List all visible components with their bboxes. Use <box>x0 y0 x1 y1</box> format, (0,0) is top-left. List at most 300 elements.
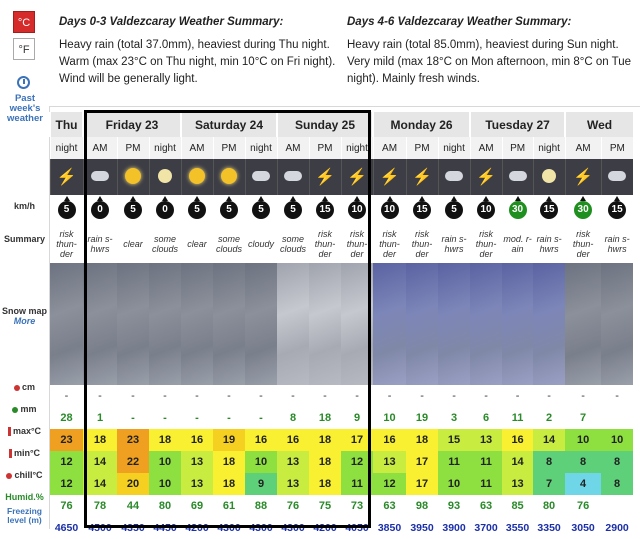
sun-cloud-icon <box>189 168 205 184</box>
summary-text: der <box>479 249 493 259</box>
raindrop-icon <box>12 407 18 413</box>
snow-map-image[interactable] <box>565 263 601 385</box>
max-temp-cell: 16 <box>181 429 213 451</box>
min-label: min°C <box>13 448 41 458</box>
snow-map-image[interactable] <box>533 263 565 385</box>
max-temp-cell: 13 <box>470 429 502 451</box>
wind-row-label: km/h <box>13 201 35 211</box>
wind-speed-icon: 5 <box>124 201 142 219</box>
snow-map-cell <box>117 263 149 385</box>
wind-cell <box>50 195 83 225</box>
wind-cell <box>117 195 149 225</box>
rain-mm-cell: 1 <box>83 407 117 429</box>
wind-speed-icon: 15 <box>608 201 626 219</box>
freezing-level-cell: 4450 <box>149 517 181 539</box>
clock-icon[interactable] <box>17 76 30 89</box>
max-temp-cell: 16 <box>502 429 533 451</box>
summary-cell <box>309 225 341 263</box>
period-label: night <box>149 137 181 159</box>
max-temp-cell: 14 <box>533 429 565 451</box>
summary-cell <box>438 225 470 263</box>
rain-mm-cell: - <box>181 407 213 429</box>
wind-cell <box>309 195 341 225</box>
summary-text: clouds <box>151 244 178 254</box>
summary-cell <box>373 225 406 263</box>
min-temp-row-label <box>0 448 49 458</box>
period-label: night <box>533 137 565 159</box>
chill-row <box>50 473 633 495</box>
max-temp-cell: 23 <box>117 429 149 451</box>
summary-cell <box>50 225 83 263</box>
wind-cell <box>245 195 277 225</box>
freezing-level-cell: 3350 <box>533 517 565 539</box>
freezing-level-cell: 4200 <box>309 517 341 539</box>
summary-text: thun- <box>346 239 368 249</box>
summary-text: rain s- <box>87 234 113 244</box>
humidity-cell: 75 <box>309 495 341 517</box>
rain-mm-cell: 3 <box>438 407 470 429</box>
summary-text: risk <box>415 229 430 239</box>
wind-speed-icon: 5 <box>252 201 270 219</box>
max-temp-cell: 19 <box>213 429 245 451</box>
celsius-button[interactable]: °C <box>13 11 35 33</box>
day-header: Wed <box>565 112 633 137</box>
snow-map-image[interactable] <box>245 263 277 385</box>
wind-cell <box>181 195 213 225</box>
snow-map-cell <box>341 263 373 385</box>
snow-cm-cell: - <box>341 385 373 407</box>
snow-map-cell <box>277 263 309 385</box>
fahrenheit-button[interactable]: °F <box>13 38 35 60</box>
chill-temp-cell: 13 <box>181 473 213 495</box>
chill-temp-cell: 12 <box>50 473 83 495</box>
freezing-level-cell: 2900 <box>601 517 633 539</box>
period-label: PM <box>406 137 438 159</box>
snow-map-image[interactable] <box>181 263 213 385</box>
period-label: AM <box>83 137 117 159</box>
wind-cell <box>502 195 533 225</box>
snow-cm-cell: - <box>406 385 438 407</box>
rain-mm-cell: 10 <box>373 407 406 429</box>
summary-cell <box>117 225 149 263</box>
snow-map-row <box>50 263 633 385</box>
max-temp-cell: 18 <box>406 429 438 451</box>
weather-icon-cell <box>117 159 149 195</box>
chill-temp-cell: 18 <box>309 473 341 495</box>
snow-map-cell <box>149 263 181 385</box>
summary-text: clouds <box>280 244 307 254</box>
period-label: PM <box>117 137 149 159</box>
freezing-level-cell: 3850 <box>373 517 406 539</box>
summary-text: risk <box>350 229 365 239</box>
wind-speed-icon: 15 <box>413 201 431 219</box>
moon-cloud-icon <box>158 169 172 183</box>
moon-rain-icon <box>542 169 556 183</box>
snow-cm-row <box>50 385 633 407</box>
summary-cell <box>601 225 633 263</box>
summary-cell <box>502 225 533 263</box>
summary-cell <box>470 225 502 263</box>
summary-text: ain <box>511 244 524 254</box>
weather-icon-cell <box>470 159 502 195</box>
freezing-level-cell: 4650 <box>50 517 83 539</box>
cm-label: cm <box>21 382 35 392</box>
snow-cm-cell: - <box>438 385 470 407</box>
period-label: PM <box>213 137 245 159</box>
snow-map-image[interactable] <box>406 263 438 385</box>
wind-speed-icon: 15 <box>316 201 334 219</box>
rain-mm-cell: 8 <box>277 407 309 429</box>
snow-map-label: Snow map <box>1 306 47 316</box>
rain-mm-cell: 19 <box>406 407 438 429</box>
summary-text: clear <box>187 239 207 249</box>
freezing-level-cell: 4300 <box>277 517 309 539</box>
summary-cell <box>245 225 277 263</box>
thunderstorm-icon: ⚡ <box>379 169 400 186</box>
summary-row-label: Summary <box>3 234 46 244</box>
chill-temp-cell: 13 <box>277 473 309 495</box>
wind-cell <box>83 195 117 225</box>
summary-text: cloudy <box>248 239 275 249</box>
summary-text: rain s- <box>604 234 630 244</box>
min-temp-cell: 13 <box>373 451 406 473</box>
period-label: night <box>341 137 373 159</box>
snow-cm-cell: - <box>470 385 502 407</box>
weather-icon-cell <box>565 159 601 195</box>
humidity-row <box>50 495 633 517</box>
min-temp-cell: 11 <box>470 451 502 473</box>
humidity-cell <box>601 495 633 517</box>
wind-speed-icon: 10 <box>348 201 366 219</box>
min-temp-cell: 14 <box>502 451 533 473</box>
freezing-level-cell: 4200 <box>181 517 213 539</box>
weather-icon-cell <box>213 159 245 195</box>
rain-mm-cell <box>601 407 633 429</box>
snow-map-image[interactable] <box>50 263 83 385</box>
rain-cloud-icon <box>608 171 626 181</box>
min-temp-cell: 11 <box>438 451 470 473</box>
period-label: AM <box>277 137 309 159</box>
humidity-cell: 63 <box>470 495 502 517</box>
summary-text: clouds <box>215 244 242 254</box>
period-label: PM <box>309 137 341 159</box>
chill-temp-cell: 7 <box>533 473 565 495</box>
humidity-cell: 93 <box>438 495 470 517</box>
snow-map-cell <box>373 263 406 385</box>
snow-cm-cell: - <box>213 385 245 407</box>
summary-text: der <box>415 249 429 259</box>
min-temp-cell: 13 <box>277 451 309 473</box>
freezing-level-cell: 3550 <box>502 517 533 539</box>
freezing-level-cell: 4300 <box>245 517 277 539</box>
day-header: Monday 26 <box>373 112 470 137</box>
min-temp-cell: 8 <box>565 451 601 473</box>
day-header: Tuesday 27 <box>470 112 565 137</box>
humidity-cell: 76 <box>565 495 601 517</box>
day-header: Thu <box>50 112 83 137</box>
min-temp-cell: 12 <box>341 451 373 473</box>
weather-icon-cell <box>149 159 181 195</box>
summary-text: thun- <box>475 239 497 249</box>
summary-text: risk <box>576 229 591 239</box>
wind-speed-icon: 5 <box>188 201 206 219</box>
chill-label: chill°C <box>14 470 43 480</box>
summary-cell <box>565 225 601 263</box>
max-temp-row-label <box>0 426 49 436</box>
summary-cell <box>341 225 373 263</box>
max-temp-cell: 17 <box>341 429 373 451</box>
snow-cm-cell: - <box>149 385 181 407</box>
freezing-level-row <box>50 517 633 539</box>
thunderstorm-icon: ⚡ <box>315 169 335 186</box>
snow-map-row-label <box>0 306 49 326</box>
thermometer-icon <box>8 427 11 436</box>
thunderstorm-icon: ⚡ <box>347 169 367 186</box>
cloud-icon <box>252 171 270 181</box>
weather-icon-cell <box>341 159 373 195</box>
snow-cm-cell: - <box>601 385 633 407</box>
period-label: AM <box>181 137 213 159</box>
freezing-level-cell: 4500 <box>83 517 117 539</box>
wind-cell <box>277 195 309 225</box>
snow-map-cell <box>245 263 277 385</box>
summary-text: der <box>576 249 590 259</box>
snow-map-image[interactable] <box>502 263 533 385</box>
wind-speed-icon: 0 <box>156 201 174 219</box>
snow-cm-cell: - <box>565 385 601 407</box>
weather-icon-cell <box>181 159 213 195</box>
min-temp-cell: 18 <box>213 451 245 473</box>
humidity-cell: 98 <box>406 495 438 517</box>
more-link[interactable]: More <box>13 316 36 326</box>
snow-map-image[interactable] <box>83 263 117 385</box>
snow-map-cell <box>213 263 245 385</box>
snow-map-image[interactable] <box>277 263 309 385</box>
freezing-level-cell: 3700 <box>470 517 502 539</box>
summary-text: rain s- <box>441 234 467 244</box>
thunderstorm-icon: ⚡ <box>573 169 594 186</box>
summary-text: thun- <box>379 239 400 249</box>
weather-icon-cell <box>277 159 309 195</box>
rain-mm-cell: 2 <box>533 407 565 429</box>
min-temp-cell: 8 <box>533 451 565 473</box>
wind-cell <box>565 195 601 225</box>
weather-summary-panel <box>49 0 640 107</box>
period-label: AM <box>565 137 601 159</box>
max-temp-cell: 18 <box>309 429 341 451</box>
summary-cell <box>83 225 117 263</box>
chill-temp-cell: 8 <box>601 473 633 495</box>
wind-speed-icon: 30 <box>574 201 592 219</box>
thunderstorm-icon: ⚡ <box>56 169 77 186</box>
day-header: Saturday 24 <box>181 112 277 137</box>
min-temp-cell: 12 <box>50 451 83 473</box>
rain-mm-cell: 18 <box>309 407 341 429</box>
summary-text: thun- <box>56 239 77 249</box>
humidity-cell: 76 <box>277 495 309 517</box>
summary-line: night). Mainly fresh winds. <box>347 73 480 85</box>
period-label: night <box>438 137 470 159</box>
max-temp-cell: 10 <box>601 429 633 451</box>
rain-mm-row-label <box>0 404 49 414</box>
wind-cell <box>533 195 565 225</box>
max-temp-cell: 18 <box>83 429 117 451</box>
weather-icon-cell <box>83 159 117 195</box>
snowflake-icon <box>14 385 20 391</box>
weather-icon-cell <box>50 159 83 195</box>
max-temp-cell: 18 <box>149 429 181 451</box>
period-label: AM <box>470 137 502 159</box>
snow-map-image[interactable] <box>470 263 502 385</box>
rain-cloud-icon <box>91 171 109 181</box>
snow-map-cell <box>309 263 341 385</box>
snow-map-cell <box>406 263 438 385</box>
cloud-icon <box>509 171 527 181</box>
max-temp-cell: 10 <box>565 429 601 451</box>
day-header-row <box>50 112 633 137</box>
period-label: AM <box>373 137 406 159</box>
wind-speed-icon: 15 <box>540 201 558 219</box>
snow-map-image[interactable] <box>213 263 245 385</box>
chill-row-label <box>0 470 49 480</box>
summary-cell <box>213 225 245 263</box>
min-temp-cell: 10 <box>245 451 277 473</box>
snow-map-image[interactable] <box>601 263 633 385</box>
rain-mm-cell: 9 <box>341 407 373 429</box>
snow-map-cell <box>502 263 533 385</box>
forecast-table <box>49 112 633 539</box>
wind-cell <box>601 195 633 225</box>
humidity-cell: 80 <box>533 495 565 517</box>
chill-temp-cell: 14 <box>83 473 117 495</box>
snow-cm-cell: - <box>117 385 149 407</box>
chill-temp-cell: 10 <box>149 473 181 495</box>
summary-text: some <box>153 234 176 244</box>
weather-icon-cell <box>502 159 533 195</box>
summary-text: der <box>383 249 397 259</box>
max-temp-cell: 16 <box>277 429 309 451</box>
sun-icon <box>125 168 141 184</box>
chill-icon <box>6 473 12 479</box>
rain-mm-cell: 6 <box>470 407 502 429</box>
weather-icon-cell <box>373 159 406 195</box>
snow-map-image[interactable] <box>341 263 373 385</box>
summary-text: risk <box>382 229 397 239</box>
min-temp-cell: 13 <box>181 451 213 473</box>
humidity-cell: 76 <box>50 495 83 517</box>
humidity-cell: 78 <box>83 495 117 517</box>
weather-icon-cell <box>601 159 633 195</box>
summary-line: Heavy rain (total 85.0mm), heaviest during Sun night. <box>347 39 619 51</box>
snow-cm-row-label <box>0 382 49 392</box>
summary-text: thun- <box>314 239 336 249</box>
wind-speed-icon: 5 <box>220 201 238 219</box>
snow-map-cell <box>533 263 565 385</box>
freezing-level-cell: 3050 <box>565 517 601 539</box>
snow-map-image[interactable] <box>149 263 181 385</box>
mm-label: mm <box>20 404 37 414</box>
chill-temp-cell: 17 <box>406 473 438 495</box>
humidity-cell: 44 <box>117 495 149 517</box>
max-temp-cell: 16 <box>245 429 277 451</box>
snow-cm-cell: - <box>533 385 565 407</box>
snow-map-image[interactable] <box>438 263 470 385</box>
thunderstorm-icon: ⚡ <box>412 169 432 186</box>
weather-icon-row <box>50 159 633 195</box>
wind-row <box>50 195 633 225</box>
rain-mm-cell: - <box>117 407 149 429</box>
summary-line: Very mild (max 18°C on Mon afternoon, min 8°C on Tue <box>347 56 632 68</box>
humidity-cell: 63 <box>373 495 406 517</box>
rain-mm-row <box>50 407 633 429</box>
snow-cm-cell: - <box>83 385 117 407</box>
min-temp-cell: 18 <box>309 451 341 473</box>
summary-text: hwrs <box>444 244 464 254</box>
snow-map-cell <box>181 263 213 385</box>
summary-text: some <box>217 234 240 244</box>
min-temp-cell: 10 <box>149 451 181 473</box>
snow-map-cell <box>438 263 470 385</box>
chill-temp-cell: 11 <box>341 473 373 495</box>
summary-line: Warm (max 23°C on Thu night, min 10°C on Fri night). <box>59 56 336 68</box>
rain-mm-cell: 28 <box>50 407 83 429</box>
humidity-cell: 73 <box>341 495 373 517</box>
summary-line: Heavy rain (total 37.0mm), heaviest during Thu night. <box>59 39 330 51</box>
weather-icon-cell <box>245 159 277 195</box>
summary-text: thun- <box>572 239 594 249</box>
summary-cell <box>533 225 565 263</box>
snow-map-image[interactable] <box>309 263 341 385</box>
wind-cell <box>438 195 470 225</box>
summary-text: risk <box>318 229 333 239</box>
wind-cell <box>406 195 438 225</box>
snow-cm-cell: - <box>245 385 277 407</box>
max-temp-cell: 15 <box>438 429 470 451</box>
wind-cell <box>213 195 245 225</box>
summary-title-right: Days 4-6 Valdezcaray Weather Summary: <box>347 16 572 28</box>
freezing-level-cell: 4300 <box>213 517 245 539</box>
past-weather-link[interactable]: Past week's weather <box>7 93 43 124</box>
chill-temp-cell: 9 <box>245 473 277 495</box>
summary-title-left: Days 0-3 Valdezcaray Weather Summary: <box>59 16 284 28</box>
summary-text: hwrs <box>539 244 559 254</box>
snow-cm-cell: - <box>277 385 309 407</box>
wind-speed-icon: 0 <box>91 201 109 219</box>
max-temp-cell: 16 <box>373 429 406 451</box>
min-temp-cell: 22 <box>117 451 149 473</box>
summary-days-0-3 <box>59 14 349 88</box>
summary-text: der <box>59 249 73 259</box>
snow-cm-cell: - <box>502 385 533 407</box>
freezing-level-cell: 3950 <box>406 517 438 539</box>
snow-map-cell <box>50 263 83 385</box>
summary-line: Wind will be generally light. <box>59 73 198 85</box>
humidity-cell: 69 <box>181 495 213 517</box>
snow-map-image[interactable] <box>117 263 149 385</box>
snow-map-image[interactable] <box>373 263 406 385</box>
humidity-cell: 85 <box>502 495 533 517</box>
day-header: Sunday 25 <box>277 112 373 137</box>
rain-cloud-icon <box>445 171 463 181</box>
wind-speed-icon: 5 <box>445 201 463 219</box>
period-label: night <box>50 137 83 159</box>
period-label: PM <box>601 137 633 159</box>
max-temp-cell: 23 <box>50 429 83 451</box>
summary-text: some <box>282 234 305 244</box>
min-temp-cell: 8 <box>601 451 633 473</box>
rain-mm-cell: - <box>149 407 181 429</box>
wind-speed-icon: 30 <box>509 201 527 219</box>
